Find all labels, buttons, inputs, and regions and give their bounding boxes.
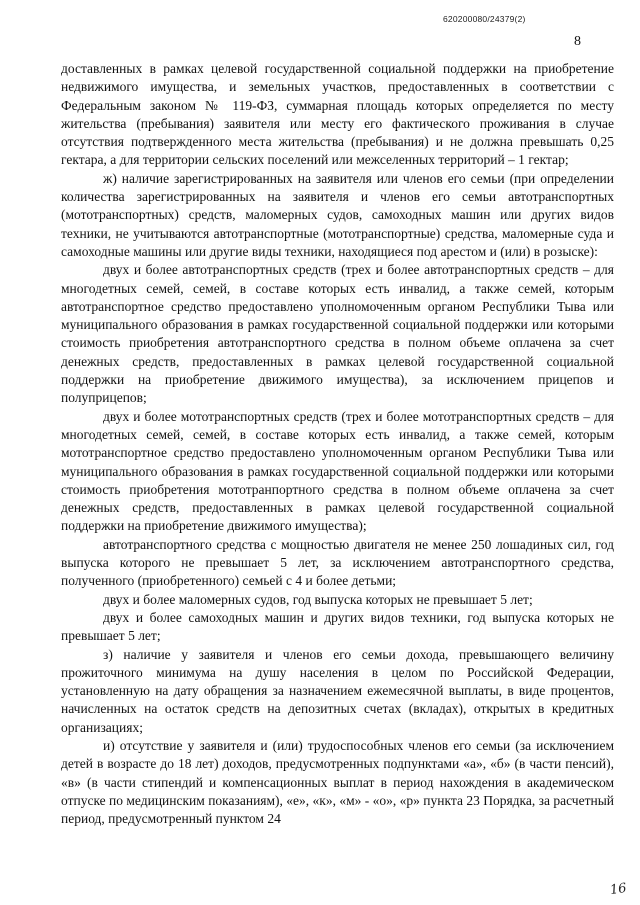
handwritten-page-mark: 16 xyxy=(609,880,628,899)
paragraph-continuation: доставленных в рамках целевой государственной социальной поддержки на приобретение недвижимого имущества, и земельных участков, предоставленных в соответствии с Федеральным законом № 119-ФЗ, суммарная площадь которых определяется по месту жительства (пребывания) заявителя или месту его фактического проживания в случае отсутствия подтвержденного места жительства (пребывания) и не должна превышать 0,25 гектара, а для территории сельских поселений или межселенных территорий – 1 гектар; xyxy=(61,61,614,168)
document-body xyxy=(61,60,614,828)
document-id: 620200080/24379(2) xyxy=(443,14,526,24)
paragraph-z: з) наличие у заявителя и членов его семьи дохода, превышающего величину прожиточного минимума на душу населения в целом по Российской Федерации, установленную на дату обращения за назначением ежемесячной выплаты, в виде процентов, начисленных на остаток средств на депозитных счетах (вкладах), открытых в кредитных организациях; xyxy=(61,646,614,735)
page-number: 8 xyxy=(574,34,581,49)
paragraph-auto: двух и более автотранспортных средств (трех и более автотранспортных средств – для многодетных семей, семей, в составе которых есть инвалид, а также семей, которым автотранспортное средство предоставлено уполномоченным органом Республики Тыва или муниципального образования в рамках государственной социальной поддержки или которыми стоимость приобретения автотранспортного средства в полном объеме оплачена за счет денежных средств, предоставленных в рамках целевой государственной социальной поддержки на приобретение движимого имущества), за исключением прицепов и полуприцепов; xyxy=(61,262,614,406)
paragraph-small-vessels: двух и более маломерных судов, год выпуска которых не превышает 5 лет; xyxy=(103,591,533,607)
paragraph-moto: двух и более мототранспортных средств (трех и более мототранспортных средств – для многодетных семей, семей, в составе которых есть инвалид, а также семей, которым мототранспортное средство предоставлено уполномоченным органом Республики Тыва или муниципального образования в рамках государственной социальной поддержки или которыми стоимость приобретения мототранпортного средства в полном объеме оплачена за счет денежных средств, предоставленных в рамках целевой государственной социальной поддержки на приобретение движимого имущества); xyxy=(61,408,614,534)
paragraph-i: и) отсутствие у заявителя и (или) трудоспособных членов его семьи (за исключением детей в возрасте до 18 лет) доходов, предусмотренных подпунктами «а», «б» (в части пенсий), «в» (в части стипендий и компенсационных выплат в период нахождения в академическом отпуске по медицинским показаниям), «е», «к», «м» - «о», «р» пункта 23 Порядка, за расчетный период, предусмотренный пунктом 24 xyxy=(61,737,614,827)
paragraph-engine-power: автотранспортного средства с мощностью двигателя не менее 250 лошадиных сил, год выпуска которого не превышает 5 лет, за исключением автотранспортного средства, полученного (приобретенного) семьей с 4 и более детьми; xyxy=(61,536,614,589)
paragraph-zh: ж) наличие зарегистрированных на заявителя или членов его семьи (при определении количества зарегистрированных на заявителя и членов его семьи автотранспортных (мототранспортных) средств, маломерных судов, самоходных машин или других видов техники, не учитываются автотранспортные (мототранспортные) средства, маломерные суда и самоходные машины или другие виды техники, находящиеся под арестом и (или) в розыске): xyxy=(61,170,614,259)
paragraph-self-propelled: двух и более самоходных машин и других видов техники, год выпуска которых не превышает 5 лет; xyxy=(61,609,614,644)
